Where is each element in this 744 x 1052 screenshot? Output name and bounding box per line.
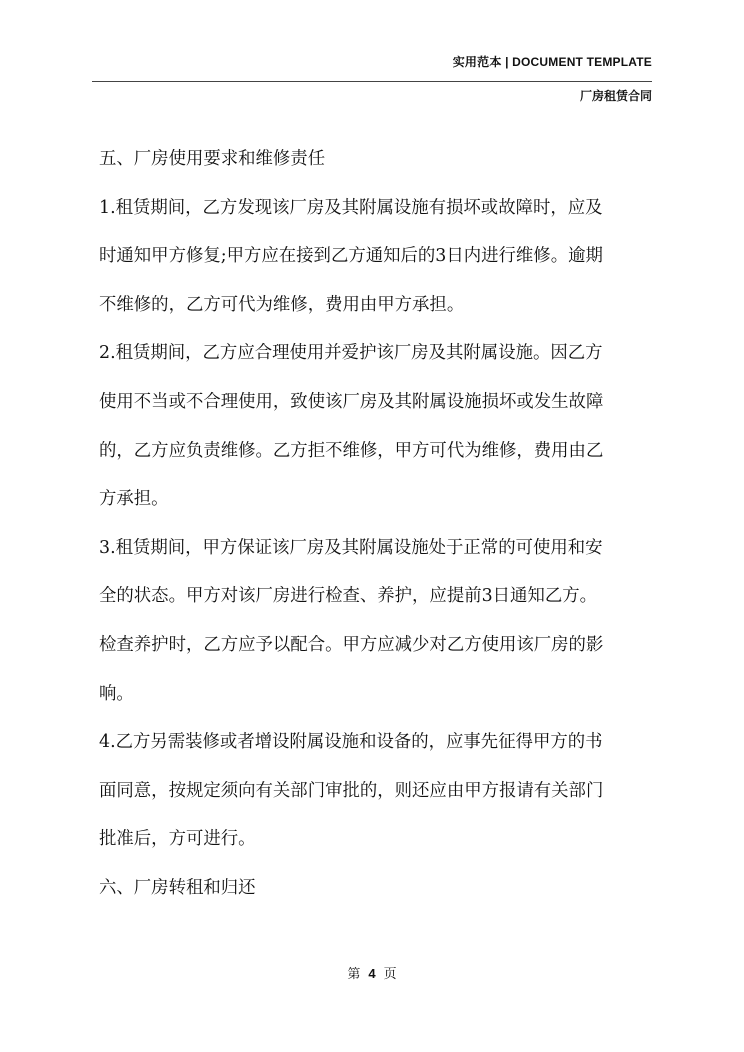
section-heading: 五、厂房使用要求和维修责任 bbox=[99, 149, 326, 169]
page-footer bbox=[0, 963, 744, 982]
paragraph-line: 面同意，按规定须向有关部门审批的，则还应由甲方报请有关部门 bbox=[99, 780, 604, 801]
paragraph-line: 使用不当或不合理使用，致使该厂房及其附属设施损坏或发生故障 bbox=[99, 391, 604, 412]
paragraph-line: 检查养护时，乙方应予以配合。甲方应减少对乙方使用该厂房的影 bbox=[99, 634, 604, 655]
paragraph-line: 2.租赁期间，乙方应合理使用并爱护该厂房及其附属设施。因乙方 bbox=[99, 343, 603, 364]
page-number-prefix: 第 bbox=[347, 967, 361, 982]
document-body bbox=[99, 135, 655, 913]
paragraph-line: 4.乙方另需装修或者增设附属设施和设备的，应事先征得甲方的书 bbox=[99, 732, 603, 753]
header-template-label: 实用范本 | DOCUMENT TEMPLATE bbox=[452, 55, 652, 69]
page-number-suffix: 页 bbox=[383, 967, 397, 982]
paragraph-line: 不维修的，乙方可代为维修，费用由甲方承担。 bbox=[99, 294, 465, 315]
paragraph-line: 1.租赁期间，乙方发现该厂房及其附属设施有损坏或故障时，应及 bbox=[99, 197, 603, 218]
paragraph-line: 的，乙方应负责维修。乙方拒不维修，甲方可代为维修，费用由乙 bbox=[99, 440, 604, 461]
header-divider bbox=[92, 81, 652, 82]
paragraph-line: 全的状态。甲方对该厂房进行检查、养护，应提前3日通知乙方。 bbox=[99, 586, 598, 607]
paragraph-line: 批准后，方可进行。 bbox=[99, 829, 256, 850]
paragraph-line: 时通知甲方修复;甲方应在接到乙方通知后的3日内进行维修。逾期 bbox=[99, 246, 603, 267]
paragraph-line: 方承担。 bbox=[99, 489, 169, 510]
paragraph-line: 响。 bbox=[99, 683, 134, 704]
header-document-title: 厂房租赁合同 bbox=[579, 89, 652, 103]
page-number: 4 bbox=[368, 966, 376, 981]
section-heading: 六、厂房转租和归还 bbox=[99, 877, 256, 898]
paragraph-line: 3.租赁期间，甲方保证该厂房及其附属设施处于正常的可使用和安 bbox=[99, 537, 603, 558]
